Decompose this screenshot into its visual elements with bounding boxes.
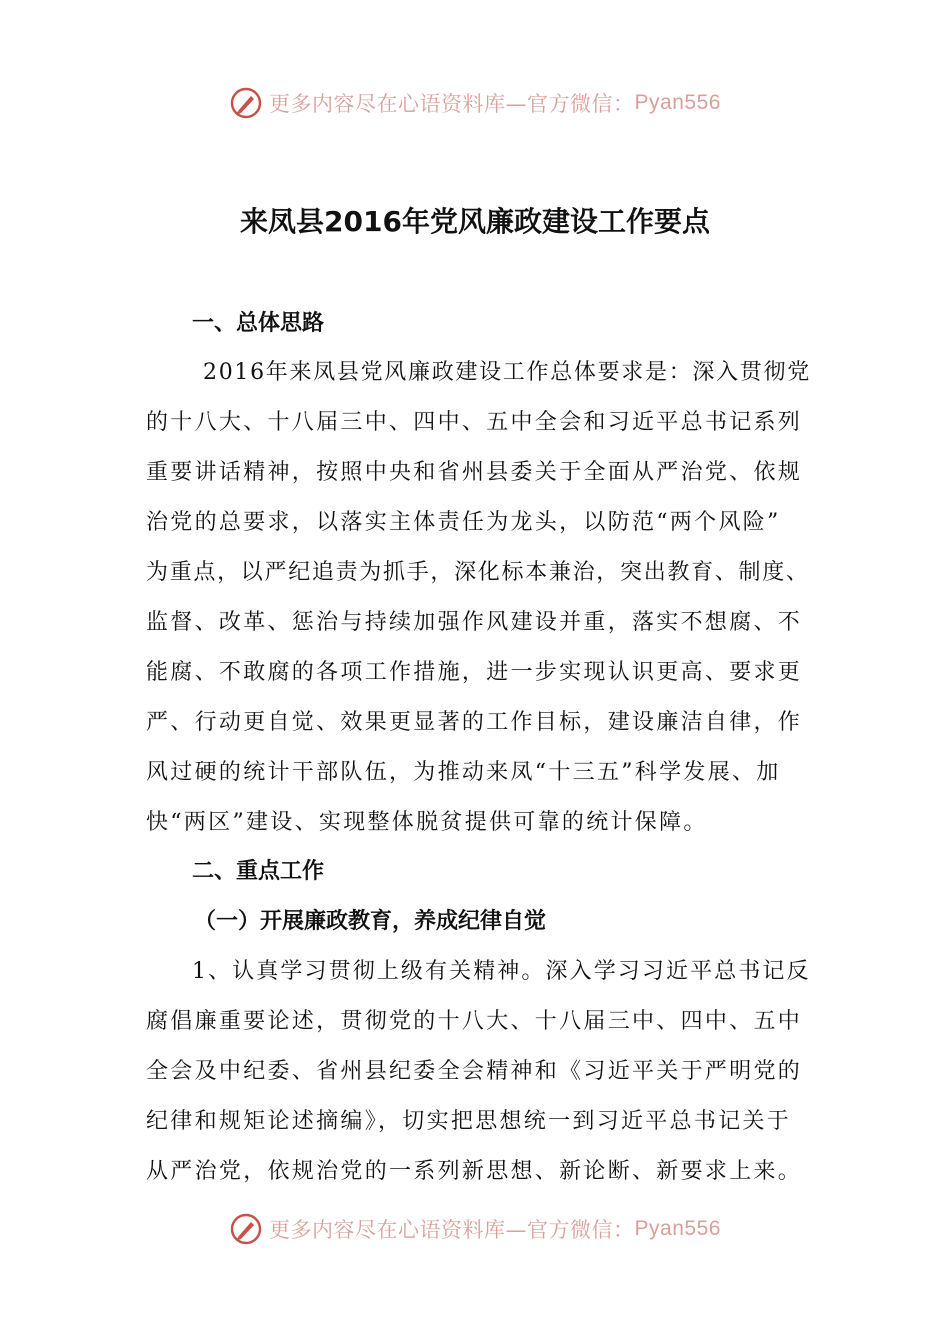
- watermark-handle: Pyan556: [634, 91, 721, 114]
- paragraph-line: 全会及中纪委、省州县纪委全会精神和《习近平关于严明党的: [146, 1059, 803, 1084]
- subsection-heading: （一）开展廉政教育，养成纪律自觉: [194, 908, 547, 934]
- watermark-text: 更多内容尽在心语资料库—官方微信：: [269, 1218, 635, 1242]
- paragraph-line: 为重点，以严纪追责为抓手，深化标本兼治，突出教育、制度、: [146, 560, 810, 585]
- watermark-banner-top: [0, 86, 950, 120]
- paragraph-line: 治党的总要求，以落实主体责任为龙头，以防范“两个风险”: [146, 510, 781, 535]
- document-title: 来凤县2016年党风廉政建设工作要点: [240, 205, 710, 238]
- paragraph-line: 腐倡廉重要论述，贯彻党的十八大、十八届三中、四中、五中: [146, 1009, 803, 1034]
- pen-circle-icon: [229, 1212, 263, 1246]
- paragraph-line: 从严治党，依规治党的一系列新思想、新论断、新要求上来。: [146, 1159, 803, 1184]
- pen-circle-icon: [229, 86, 263, 120]
- section-heading-key-work: 二、重点工作: [192, 859, 325, 884]
- paragraph-line: 监督、改革、惩治与持续加强作风建设并重，落实不想腐、不: [146, 610, 803, 635]
- paragraph-line: 严、行动更自觉、效果更显著的工作目标，建设廉洁自律，作: [146, 710, 803, 735]
- watermark-text: 更多内容尽在心语资料库—官方微信：: [269, 92, 635, 116]
- paragraph-line: 风过硬的统计干部队伍，为推动来凤“十三五”科学发展、加: [146, 760, 781, 785]
- paragraph-line: 重要讲话精神，按照中央和省州县委关于全面从严治党、依规: [146, 460, 803, 485]
- paragraph-line: 的十八大、十八届三中、四中、五中全会和习近平总书记系列: [146, 410, 803, 435]
- paragraph-line: 纪律和规矩论述摘编》，切实把思想统一到习近平总书记关于: [146, 1109, 792, 1134]
- watermark-banner-bottom: [0, 1212, 950, 1246]
- paragraph-line: 2016年来凤县党风廉政建设工作总体要求是：深入贯彻党: [203, 360, 811, 385]
- watermark-handle: Pyan556: [634, 1217, 721, 1240]
- paragraph-line: 快“两区”建设、实现整体脱贫提供可靠的统计保障。: [146, 810, 708, 835]
- paragraph-line: 能腐、不敢腐的各项工作措施，进一步实现认识更高、要求更: [146, 660, 803, 685]
- section-heading-overall: 一、总体思路: [192, 311, 325, 336]
- paragraph-line: 1、认真学习贯彻上级有关精神。深入学习习近平总书记反: [192, 959, 811, 984]
